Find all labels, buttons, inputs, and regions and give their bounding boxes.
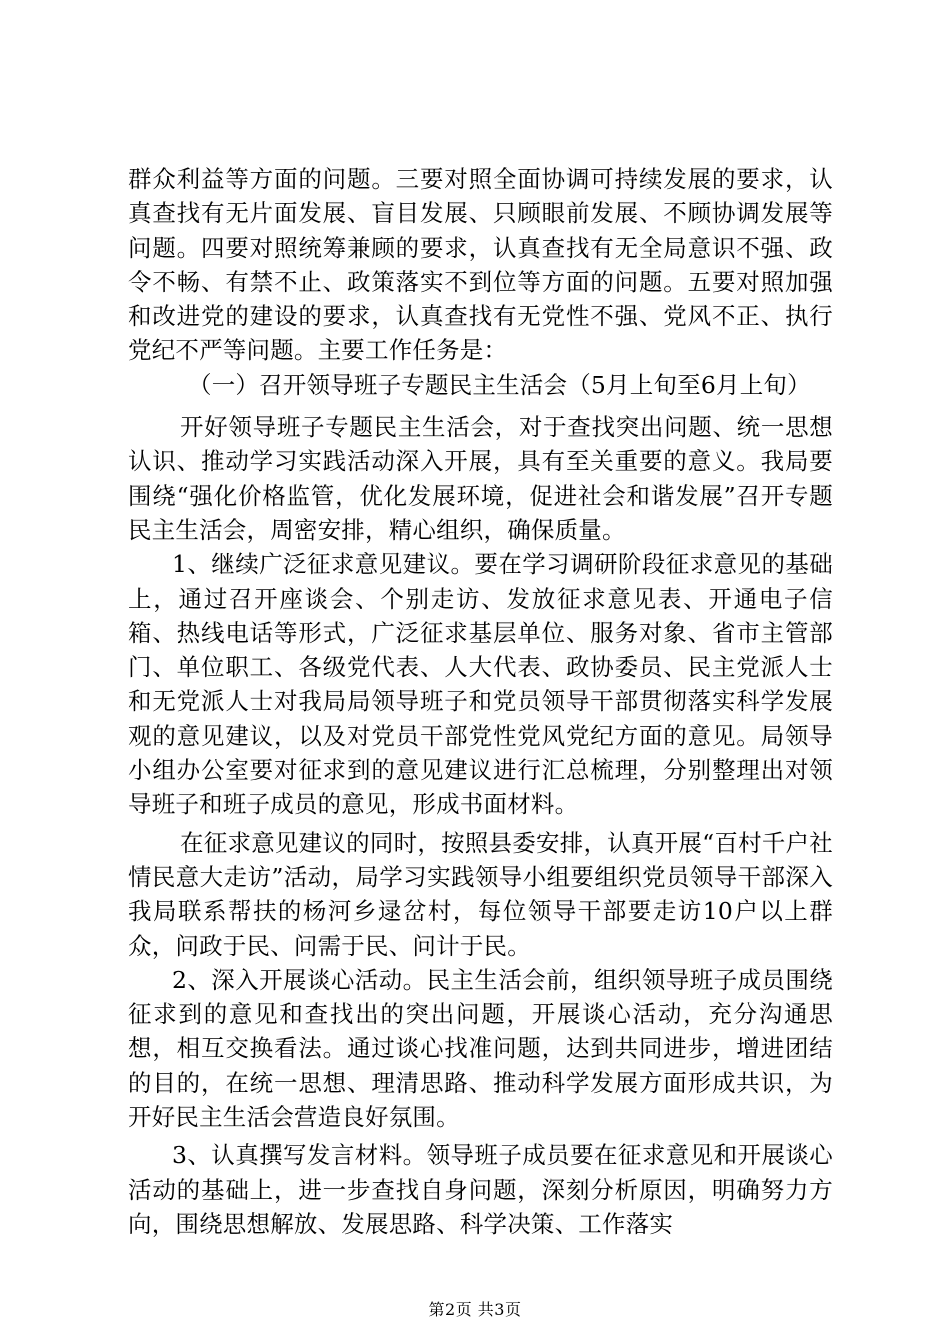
section-heading: （一）召开领导班子专题民主生活会（5月上旬至6月上旬） (188, 370, 811, 399)
page-footer (0, 1300, 950, 1320)
paragraph-item-1: 1、继续广泛征求意见建议。要在学习调研阶段征求意见的基础上，通过召开座谈会、个别走访、发放征求意见表、开通电子信箱、热线电话等形式，广泛征求基层单位、服务对象、省市主管部门、单位职工、各级党代表、人大代表、政协委员、民主党派人士和无党派人士对我局局领导班子和党员领导干部贯彻落实科学发展观的意见建议，以及对党员干部党性党风党纪方面的意见。局领导小组办公室要对征求到的意见建议进行汇总梳理，分别整理出对领导班子和班子成员的意见，形成书面材料。 (128, 550, 833, 819)
paragraph-visit: 在征求意见建议的同时，按照县委安排，认真开展“百村千户社情民意大走访”活动，局学习实践领导小组要组织党员领导干部深入我局联系帮扶的杨河乡逯岔村，每位领导干部要走访10户以上群众，问政于民、问需于民、问计于民。 (128, 828, 833, 960)
paragraph-item-3: 3、认真撰写发言材料。领导班子成员要在征求意见和开展谈心活动的基础上，进一步查找自身问题，深刻分析原因，明确努力方向，围绕思想解放、发展思路、科学决策、工作落实 (128, 1141, 833, 1238)
paragraph-continuation: 群众利益等方面的问题。三要对照全面协调可持续发展的要求，认真查找有无片面发展、盲目发展、只顾眼前发展、不顾协调发展等问题。四要对照统筹兼顾的要求，认真查找有无全局意识不强、政令不畅、有禁不止、政策落实不到位等方面的问题。五要对照加强和改进党的建设的要求，认真查找有无党性不强、党风不正、执行党纪不严等问题。主要工作任务是： (128, 165, 833, 365)
paragraph-intro: 开好领导班子专题民主生活会，对于查找突出问题、统一思想认识、推动学习实践活动深入开展，具有至关重要的意义。我局要围绕“强化价格监管，优化发展环境，促进社会和谐发展”召开专题民主生活会，周密安排，精心组织，确保质量。 (128, 413, 833, 544)
paragraph-item-2: 2、深入开展谈心活动。民主生活会前，组织领导班子成员围绕征求到的意见和查找出的突出问题，开展谈心活动，充分沟通思想，相互交换看法。通过谈心找准问题，达到共同进步，增进团结的目的，在统一思想、理清思路、推动科学发展方面形成共识，为开好民主生活会营造良好氛围。 (128, 965, 833, 1132)
document-body (128, 162, 833, 1241)
page-indicator: 第2页 共3页 (428, 1300, 522, 1319)
